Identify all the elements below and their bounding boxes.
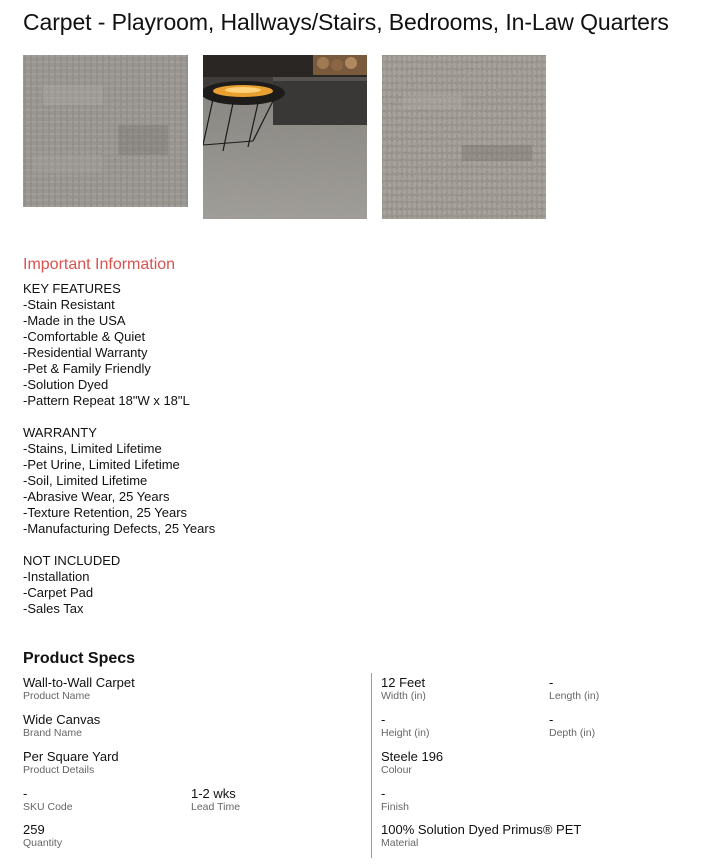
spec-value: - — [23, 786, 28, 801]
spec-label: Brand Name — [23, 727, 82, 739]
not-included-section — [23, 553, 215, 617]
spec-label: Product Name — [23, 690, 91, 702]
list-item: -Abrasive Wear, 25 Years — [23, 489, 170, 504]
list-item: -Texture Retention, 25 Years — [23, 505, 188, 520]
carpet-closeup-swatch — [382, 55, 546, 219]
spec-label: SKU Code — [23, 801, 73, 813]
spec-value: Per Square Yard — [23, 749, 119, 764]
list-item: -Soil, Limited Lifetime — [23, 473, 148, 488]
key-features-title: KEY FEATURES — [23, 281, 121, 296]
not-included-title: NOT INCLUDED — [23, 553, 121, 568]
list-item: -Residential Warranty — [23, 345, 148, 360]
carpet-texture-swatch — [23, 55, 188, 207]
spec-material — [381, 822, 581, 850]
spec-quantity — [23, 822, 62, 850]
spec-depth — [549, 712, 595, 740]
spec-length — [549, 675, 599, 703]
spec-colour — [381, 749, 443, 777]
spec-value: Wide Canvas — [23, 712, 101, 727]
important-information-heading: Important Information — [23, 256, 176, 273]
list-item: -Made in the USA — [23, 313, 126, 328]
important-information — [23, 281, 215, 633]
spec-value: 12 Feet — [381, 675, 426, 690]
list-item: -Solution Dyed — [23, 377, 109, 392]
spec-product-name — [23, 675, 135, 703]
list-item: -Pet Urine, Limited Lifetime — [23, 457, 180, 472]
room-scene-photo — [203, 55, 367, 219]
page-title: Carpet - Playroom, Hallways/Stairs, Bedrooms, In-Law Quarters — [23, 9, 669, 35]
spec-value: Steele 196 — [381, 749, 444, 764]
spec-label: Quantity — [23, 837, 63, 849]
spec-label: Material — [381, 837, 419, 849]
spec-value: - — [549, 675, 554, 690]
spec-label: Depth (in) — [549, 727, 596, 739]
spec-label: Length (in) — [549, 690, 600, 702]
spec-sku-code — [23, 786, 73, 814]
spec-value: - — [549, 712, 554, 727]
warranty-title: WARRANTY — [23, 425, 97, 440]
spec-label: Product Details — [23, 764, 95, 776]
list-item: -Manufacturing Defects, 25 Years — [23, 521, 216, 536]
spec-finish — [381, 786, 409, 814]
spec-brand-name — [23, 712, 100, 740]
spec-value: 259 — [23, 822, 45, 837]
spec-value: 100% Solution Dyed Primus® PET — [381, 822, 582, 837]
spec-label: Lead Time — [191, 801, 241, 813]
spec-lead-time — [191, 786, 240, 814]
list-item: -Pet & Family Friendly — [23, 361, 151, 376]
key-features-section — [23, 281, 215, 409]
spec-value: - — [381, 712, 386, 727]
product-specs-heading: Product Specs — [23, 650, 136, 667]
spec-label: Colour — [381, 764, 412, 776]
list-item: -Stain Resistant — [23, 297, 115, 312]
list-item: -Stains, Limited Lifetime — [23, 441, 162, 456]
spec-label: Width (in) — [381, 690, 426, 702]
spec-product-details — [23, 749, 119, 777]
spec-value: - — [381, 786, 386, 801]
spec-width — [381, 675, 426, 703]
list-item: -Pattern Repeat 18"W x 18"L — [23, 393, 190, 408]
spec-label: Height (in) — [381, 727, 430, 739]
spec-value: Wall-to-Wall Carpet — [23, 675, 135, 690]
spec-height — [381, 712, 429, 740]
spec-value: 1-2 wks — [191, 786, 236, 801]
list-item: -Comfortable & Quiet — [23, 329, 146, 344]
spec-label: Finish — [381, 801, 410, 813]
list-item: -Installation — [23, 569, 90, 584]
spec-column-divider — [371, 673, 372, 858]
list-item: -Carpet Pad — [23, 585, 94, 600]
warranty-section — [23, 425, 215, 537]
list-item: -Sales Tax — [23, 601, 84, 616]
